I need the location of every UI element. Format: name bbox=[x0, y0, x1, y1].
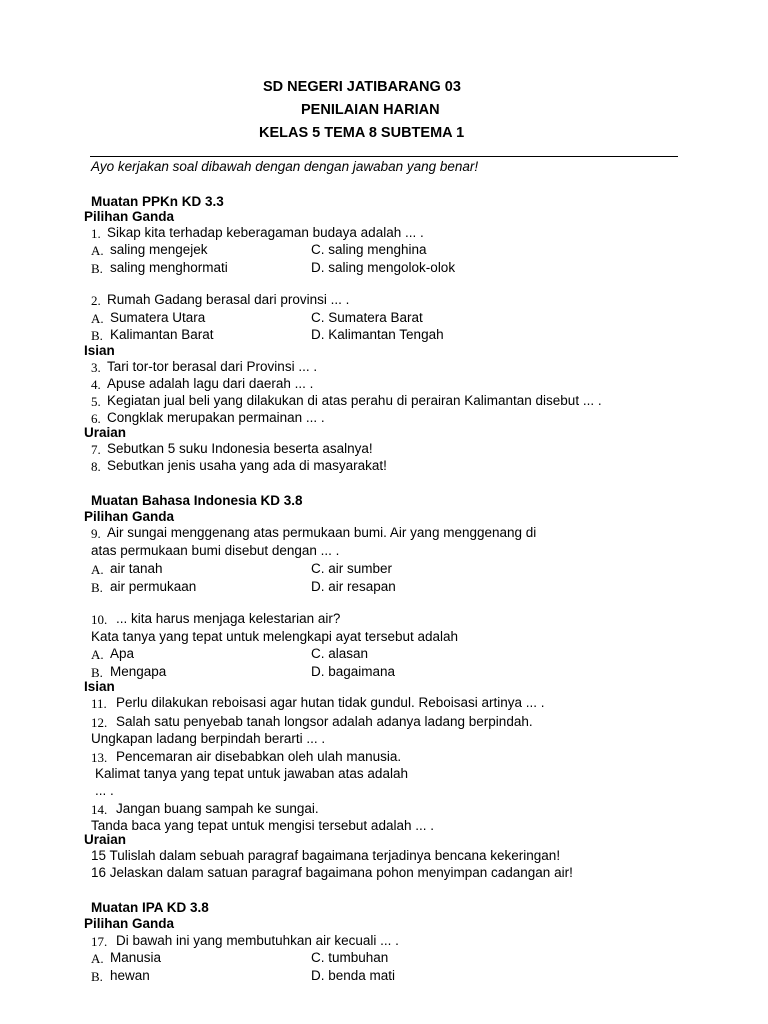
header-divider bbox=[90, 156, 678, 157]
class-title: KELAS 5 TEMA 8 SUBTEMA 1 bbox=[259, 125, 465, 141]
subsection-isian: Isian bbox=[84, 679, 115, 694]
question-text: Sikap kita terhadap keberagaman budaya adalah ... . bbox=[107, 225, 424, 240]
section-title-ppkn: Muatan PPKn KD 3.3 bbox=[91, 194, 224, 209]
question-7-text: Sebutkan 5 suku Indonesia beserta asalnya! bbox=[107, 441, 373, 456]
question-number: 11. bbox=[91, 696, 107, 711]
question-number: 5. bbox=[91, 394, 101, 409]
option-d: D. benda mati bbox=[311, 968, 396, 983]
option-d: D. air resapan bbox=[311, 579, 396, 594]
exam-title: PENILAIAN HARIAN bbox=[301, 102, 440, 118]
section-title-ipa: Muatan IPA KD 3.8 bbox=[91, 900, 209, 915]
question-text: Air sungai menggenang atas permukaan bumi. Air yang menggenang di bbox=[107, 525, 537, 540]
option-b: saling menghormati bbox=[110, 260, 228, 275]
option-c: C. alasan bbox=[311, 646, 369, 661]
question-number: 4. bbox=[91, 377, 101, 392]
option-a: air tanah bbox=[110, 561, 163, 576]
option-c: C. tumbuhan bbox=[311, 950, 389, 965]
question-number: 1. bbox=[91, 226, 101, 241]
question-number: 10. bbox=[91, 612, 108, 627]
question-8-text: Sebutkan jenis usaha yang ada di masyarakat! bbox=[107, 458, 387, 473]
question-text-cont: atas permukaan bumi disebut dengan ... . bbox=[91, 543, 340, 558]
option-b: hewan bbox=[110, 968, 150, 983]
question-12-text-cont: Ungkapan ladang berpindah berarti ... . bbox=[91, 731, 326, 746]
option-label: A. bbox=[91, 951, 104, 966]
question-13-text: Pencemaran air disebabkan oleh ulah manusia. bbox=[116, 749, 402, 764]
question-4-text: Apuse adalah lagu dari daerah ... . bbox=[107, 376, 314, 391]
question-13-blank: ... . bbox=[95, 783, 114, 798]
subsection-pilihan-ganda: Pilihan Ganda bbox=[84, 209, 175, 224]
subsection-isian: Isian bbox=[84, 343, 115, 358]
question-13-text-cont: Kalimat tanya yang tepat untuk jawaban atas adalah bbox=[95, 766, 408, 781]
question-number: 9. bbox=[91, 526, 101, 541]
question-text: Di bawah ini yang membutuhkan air kecuali ... . bbox=[116, 933, 399, 948]
option-a: saling mengejek bbox=[110, 242, 208, 257]
school-name: SD NEGERI JATIBARANG 03 bbox=[263, 79, 461, 95]
option-label: A. bbox=[91, 243, 104, 258]
option-label: B. bbox=[91, 580, 103, 595]
question-number: 7. bbox=[91, 442, 101, 457]
question-number: 12. bbox=[91, 715, 108, 730]
option-a: Manusia bbox=[110, 950, 162, 965]
question-number: 6. bbox=[91, 411, 101, 426]
option-label: A. bbox=[91, 311, 104, 326]
question-14-text-cont: Tanda baca yang tepat untuk mengisi tersebut adalah ... . bbox=[91, 818, 434, 833]
question-number: 13. bbox=[91, 750, 108, 765]
question-16-text: 16 Jelaskan dalam satuan paragraf bagaimana pohon menyimpan cadangan air! bbox=[91, 865, 573, 880]
option-c: C. air sumber bbox=[311, 561, 393, 576]
option-label: B. bbox=[91, 261, 103, 276]
question-number: 14. bbox=[91, 802, 108, 817]
question-12-text: Salah satu penyebab tanah longsor adalah adanya ladang berpindah. bbox=[116, 714, 533, 729]
option-label: A. bbox=[91, 562, 104, 577]
option-label: B. bbox=[91, 665, 103, 680]
option-label: B. bbox=[91, 969, 103, 984]
option-d: D. bagaimana bbox=[311, 664, 396, 679]
option-c: C. Sumatera Barat bbox=[311, 310, 423, 325]
question-text: Rumah Gadang berasal dari provinsi ... . bbox=[107, 292, 350, 307]
option-label: B. bbox=[91, 328, 103, 343]
subsection-uraian: Uraian bbox=[84, 832, 127, 847]
subsection-uraian: Uraian bbox=[84, 425, 127, 440]
option-b: Kalimantan Barat bbox=[110, 327, 214, 342]
question-number: 2. bbox=[91, 293, 101, 308]
question-11-text: Perlu dilakukan reboisasi agar hutan tidak gundul. Reboisasi artinya ... . bbox=[116, 695, 545, 710]
question-3-text: Tari tor-tor berasal dari Provinsi ... . bbox=[107, 359, 318, 374]
option-d: D. Kalimantan Tengah bbox=[311, 327, 444, 342]
subsection-pilihan-ganda: Pilihan Ganda bbox=[84, 509, 175, 524]
question-number: 3. bbox=[91, 360, 101, 375]
question-text: ... kita harus menjaga kelestarian air? bbox=[116, 611, 341, 626]
option-a: Sumatera Utara bbox=[110, 310, 206, 325]
subsection-pilihan-ganda: Pilihan Ganda bbox=[84, 916, 175, 931]
question-number: 8. bbox=[91, 459, 101, 474]
option-a: Apa bbox=[110, 646, 135, 661]
question-14-text: Jangan buang sampah ke sungai. bbox=[116, 801, 319, 816]
question-text-cont: Kata tanya yang tepat untuk melengkapi ayat tersebut adalah bbox=[91, 629, 459, 644]
question-5-text: Kegiatan jual beli yang dilakukan di atas perahu di perairan Kalimantan disebut ... . bbox=[107, 393, 602, 408]
option-label: A. bbox=[91, 647, 104, 662]
question-15-text: 15 Tulislah dalam sebuah paragraf bagaimana terjadinya bencana kekeringan! bbox=[91, 848, 561, 863]
question-6-text: Congklak merupakan permainan ... . bbox=[107, 410, 325, 425]
section-title-bahasa-indonesia: Muatan Bahasa Indonesia KD 3.8 bbox=[91, 493, 303, 508]
option-b: Mengapa bbox=[110, 664, 167, 679]
instruction: Ayo kerjakan soal dibawah dengan dengan jawaban yang benar! bbox=[91, 159, 479, 174]
option-d: D. saling mengolok-olok bbox=[311, 260, 456, 275]
option-b: air permukaan bbox=[110, 579, 197, 594]
question-number: 17. bbox=[91, 934, 108, 949]
option-c: C. saling menghina bbox=[311, 242, 427, 257]
